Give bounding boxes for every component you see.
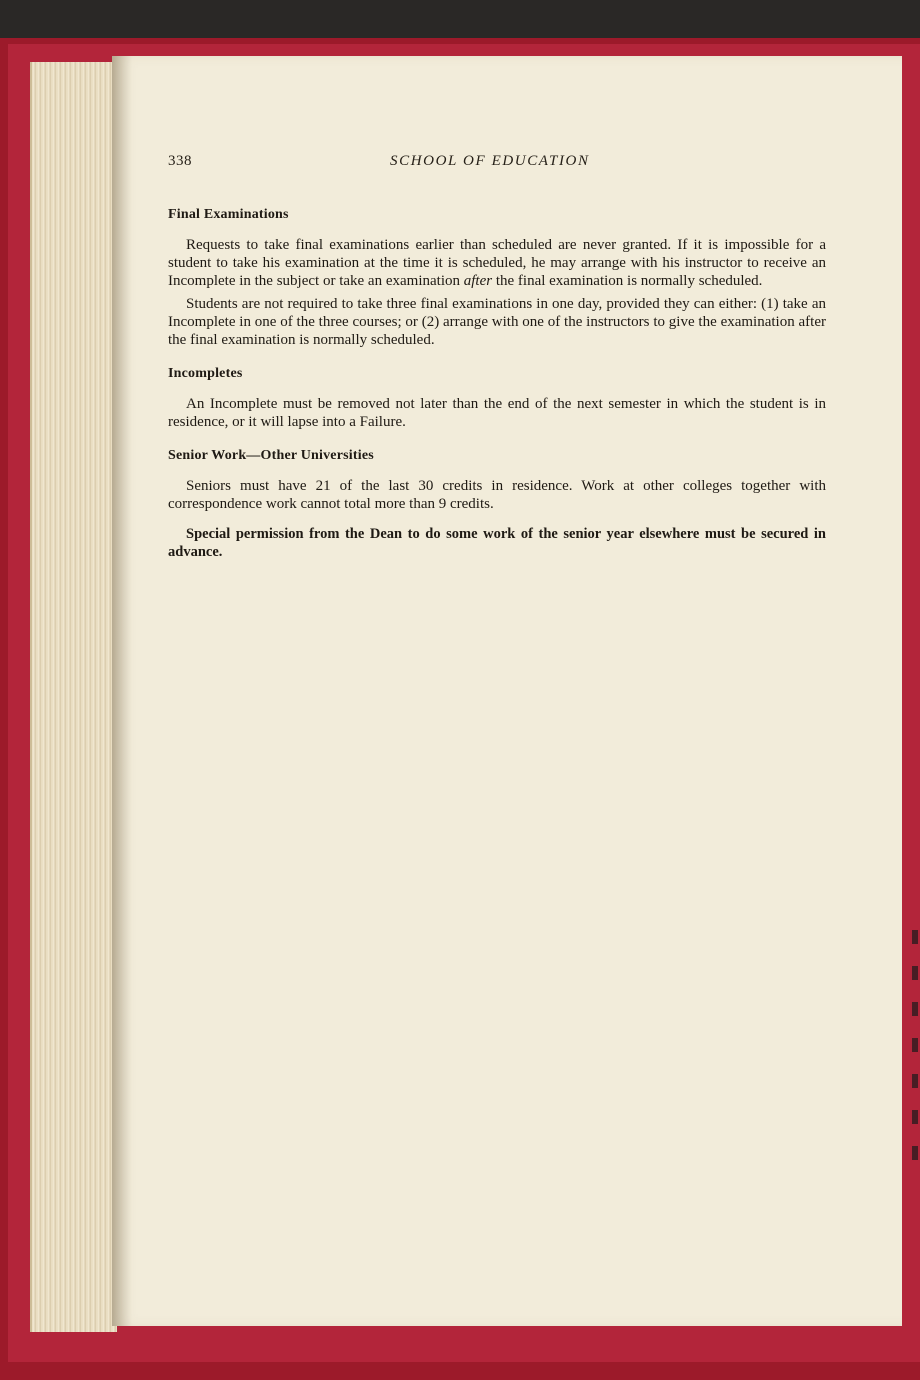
paragraph-text-end: the final examination is normally scheduled. (492, 273, 763, 289)
section-heading: Senior Work—Other Universities (168, 448, 374, 463)
section-senior-work (168, 447, 826, 561)
running-title: SCHOOL OF EDUCATION (390, 153, 590, 169)
spine-shadow (112, 56, 132, 1326)
section-heading: Incompletes (168, 366, 243, 381)
page-header (168, 153, 828, 175)
page-edges (30, 62, 117, 1332)
page-number: 338 (168, 153, 192, 169)
paragraph (168, 295, 826, 349)
emphasis-text: after (463, 273, 493, 289)
section-incompletes (168, 365, 826, 431)
section-heading: Final Examinations (168, 207, 289, 222)
paragraph-text: An Incomplete must be removed not later than the end of the next semester in which the student is in residence, or it will lapse into a Failure. (168, 396, 826, 430)
paragraph (168, 395, 826, 431)
paragraph-text: Requests to take final examinations earlier than scheduled are never granted. If it is impossible for a student to take his examination at the time it is scheduled, he may arrange with his instructor to receive an Incomplete in the subject or take an examination (168, 237, 826, 289)
paragraph-text: Seniors must have 21 of the last 30 credits in residence. Work at other colleges together with correspondence work cannot total more than 9 credits. (168, 478, 826, 512)
page-content (168, 206, 826, 571)
paragraph-text: Students are not required to take three final examinations in one day, provided they can either: (1) take an Incomplete in one of the three courses; or (2) arrange with one of the instructors to give the examination after the final examination is normally scheduled. (168, 296, 826, 348)
edge-marks (912, 930, 918, 1160)
paragraph (168, 236, 826, 290)
section-final-examinations (168, 206, 826, 349)
bold-paragraph: Special permission from the Dean to do some work of the senior year elsewhere must be secured in advance. (168, 526, 826, 560)
paragraph (168, 477, 826, 513)
